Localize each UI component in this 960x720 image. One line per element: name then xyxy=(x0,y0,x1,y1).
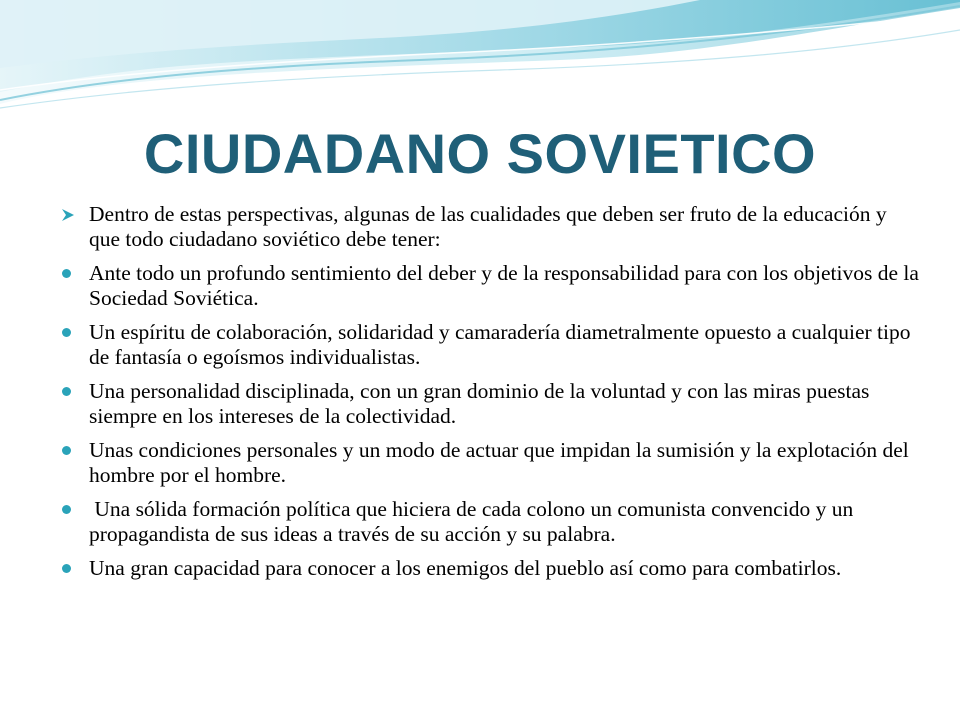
bullet-item xyxy=(60,556,920,581)
bullet-item xyxy=(60,320,920,370)
bullet-text: Ante todo un profundo sentimiento del deber y de la responsabilidad para con los objetivos de la Sociedad Soviética. xyxy=(89,261,919,310)
dot-icon xyxy=(62,564,71,573)
dot-icon xyxy=(62,269,71,278)
bullet-text: Un espíritu de colaboración, solidaridad y camaradería diametralmente opuesto a cualquier tipo de fantasía o egoísmos individualistas. xyxy=(89,320,911,369)
bullet-text: Una sólida formación política que hiciera de cada colono un comunista convencido y un propagandista de sus ideas a través de su acción y su palabra. xyxy=(89,497,859,546)
dot-icon xyxy=(62,387,71,396)
bullet-text: Dentro de estas perspectivas, algunas de las cualidades que deben ser fruto de la educación y que todo ciudadano soviético debe tener: xyxy=(89,202,887,251)
dot-icon xyxy=(62,505,71,514)
bullet-item xyxy=(60,261,920,311)
bullet-list xyxy=(60,202,920,590)
bullet-text: Una gran capacidad para conocer a los enemigos del pueblo así como para combatirlos. xyxy=(89,556,842,580)
slide-title: CIUDADANO SOVIETICO xyxy=(143,122,817,185)
arrow-icon xyxy=(60,207,76,223)
dot-icon xyxy=(62,328,71,337)
bullet-item xyxy=(60,379,920,429)
bullet-text: Unas condiciones personales y un modo de actuar que impidan la sumisión y la explotación del hombre por el hombre. xyxy=(89,438,909,487)
dot-icon xyxy=(62,446,71,455)
bullet-item xyxy=(60,438,920,488)
bullet-item xyxy=(60,202,920,252)
bullet-text: Una personalidad disciplinada, con un gran dominio de la voluntad y con las miras puestas siempre en los intereses de la colectividad. xyxy=(89,379,870,428)
header-wave-decoration xyxy=(0,0,960,120)
bullet-item xyxy=(60,497,920,547)
